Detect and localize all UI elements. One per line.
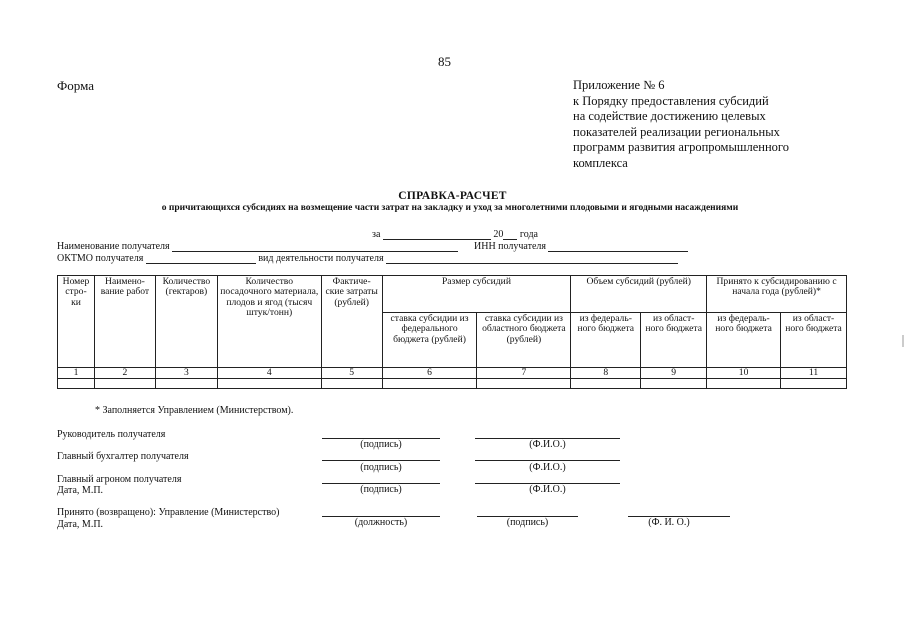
inn-field[interactable] [548, 241, 688, 252]
period-suffix: года [519, 229, 538, 240]
agronomist-name-caption: (Ф.И.О.) [529, 484, 566, 495]
oktmo-row [57, 253, 678, 264]
date-stamp-label: Дата, М.П. [57, 485, 104, 496]
agronomist-label: Главный агроном получателя [57, 474, 182, 485]
header-work-name: Наимено- вание работ [94, 276, 155, 368]
recipient-name-field[interactable] [172, 241, 458, 252]
appendix-line: программ развития агропромышленного [573, 140, 789, 154]
period-year-prefix: 20 [493, 229, 504, 240]
table-cell[interactable] [58, 379, 95, 389]
oktmo-field[interactable] [146, 253, 256, 264]
activity-field[interactable] [386, 253, 678, 264]
document-subtitle: о причитающихся субсидиях на возмещение части затрат на закладку и уход за многолетними плодовыми и ягодными насаждениями [161, 203, 739, 213]
column-number: 1 [58, 368, 95, 379]
subsidy-table [57, 275, 847, 389]
header-accepted: Принято к субсидированию с начала года (рублей)* [707, 276, 847, 313]
footnote: * Заполняется Управлением (Министерством). [95, 405, 294, 416]
accepted-signature-caption: (подпись) [506, 517, 549, 528]
period-line [372, 229, 538, 240]
subheader-volume-federal: из федераль- ного бюджета [571, 313, 641, 368]
accountant-name-line[interactable] [475, 460, 620, 461]
header-subsidy-size: Размер субсидий [382, 276, 571, 313]
year-blank[interactable] [503, 229, 517, 240]
agronomist-signature-caption: (подпись) [360, 484, 402, 495]
appendix-block [573, 78, 789, 171]
table-cell[interactable] [321, 379, 382, 389]
oktmo-label: ОКТМО получателя [57, 253, 144, 264]
header-subsidy-volume: Объем субсидий (рублей) [571, 276, 707, 313]
inn-label: ИНН получателя [474, 241, 546, 252]
appendix-line: комплекса [573, 155, 628, 170]
recipient-name-row [57, 241, 458, 252]
head-signature-caption: (подпись) [360, 439, 402, 450]
table-cell[interactable] [641, 379, 707, 389]
accountant-label: Главный бухгалтер получателя [57, 451, 189, 462]
appendix-line: показателей реализации региональных [573, 124, 780, 139]
accountant-signature-line[interactable] [322, 460, 440, 461]
form-label: Форма [57, 78, 94, 93]
header-row-number: Номер стро- ки [58, 276, 95, 368]
head-name-caption: (Ф.И.О.) [529, 439, 566, 450]
subheader-rate-federal: ставка субсидии из федерального бюджета (рублей) [382, 313, 477, 368]
appendix-line: Приложение № 6 [573, 78, 665, 92]
activity-label: вид деятельности получателя [258, 253, 384, 264]
column-number: 3 [155, 368, 217, 379]
column-number: 5 [321, 368, 382, 379]
subheader-rate-regional: ставка субсидии из областного бюджета (рублей) [477, 313, 571, 368]
period-prefix: за [372, 229, 381, 240]
column-number: 9 [641, 368, 707, 379]
accountant-signature-caption: (подпись) [360, 462, 402, 473]
column-number: 2 [94, 368, 155, 379]
position-caption: (должность) [354, 517, 408, 528]
appendix-line: на содействие достижению целевых [573, 109, 766, 123]
header-planting-material: Количество посадочного материала, плодов и ягод (тысяч штук/тонн) [217, 276, 321, 368]
head-label: Руководитель получателя [57, 429, 166, 440]
subheader-accepted-federal: из федераль- ного бюджета [707, 313, 781, 368]
table-cell[interactable] [94, 379, 155, 389]
subheader-volume-regional: из област- ного бюджета [641, 313, 707, 368]
table-cell[interactable] [217, 379, 321, 389]
table-cell[interactable] [707, 379, 781, 389]
accepted-label: Принято (возвращено): Управление (Министерство) [57, 507, 280, 518]
table-cell[interactable] [477, 379, 571, 389]
column-number: 4 [217, 368, 321, 379]
appendix-line: к Порядку предоставления субсидий [573, 93, 769, 108]
accountant-name-caption: (Ф.И.О.) [529, 462, 566, 473]
column-number: 11 [781, 368, 847, 379]
table-cell[interactable] [571, 379, 641, 389]
subheader-accepted-regional: из област- ного бюджета [781, 313, 847, 368]
table-cell[interactable] [155, 379, 217, 389]
page-number: 85 [438, 54, 451, 69]
recipient-name-label: Наименование получателя [57, 241, 170, 252]
column-number: 10 [707, 368, 781, 379]
scan-edge-mark [902, 335, 904, 347]
table-cell[interactable] [382, 379, 477, 389]
column-number: 6 [382, 368, 477, 379]
table-row [58, 379, 847, 389]
accepted-name-caption: (Ф. И. О.) [648, 517, 690, 528]
column-number: 7 [477, 368, 571, 379]
period-blank[interactable] [383, 229, 491, 240]
date-stamp-label-2: Дата, М.П. [57, 519, 104, 530]
inn-row [474, 241, 688, 252]
document-title: СПРАВКА-РАСЧЕТ [398, 190, 507, 202]
column-number: 8 [571, 368, 641, 379]
table-cell[interactable] [781, 379, 847, 389]
header-actual-costs: Фактиче- ские затраты (рублей) [321, 276, 382, 368]
header-quantity: Количество (гектаров) [155, 276, 217, 368]
